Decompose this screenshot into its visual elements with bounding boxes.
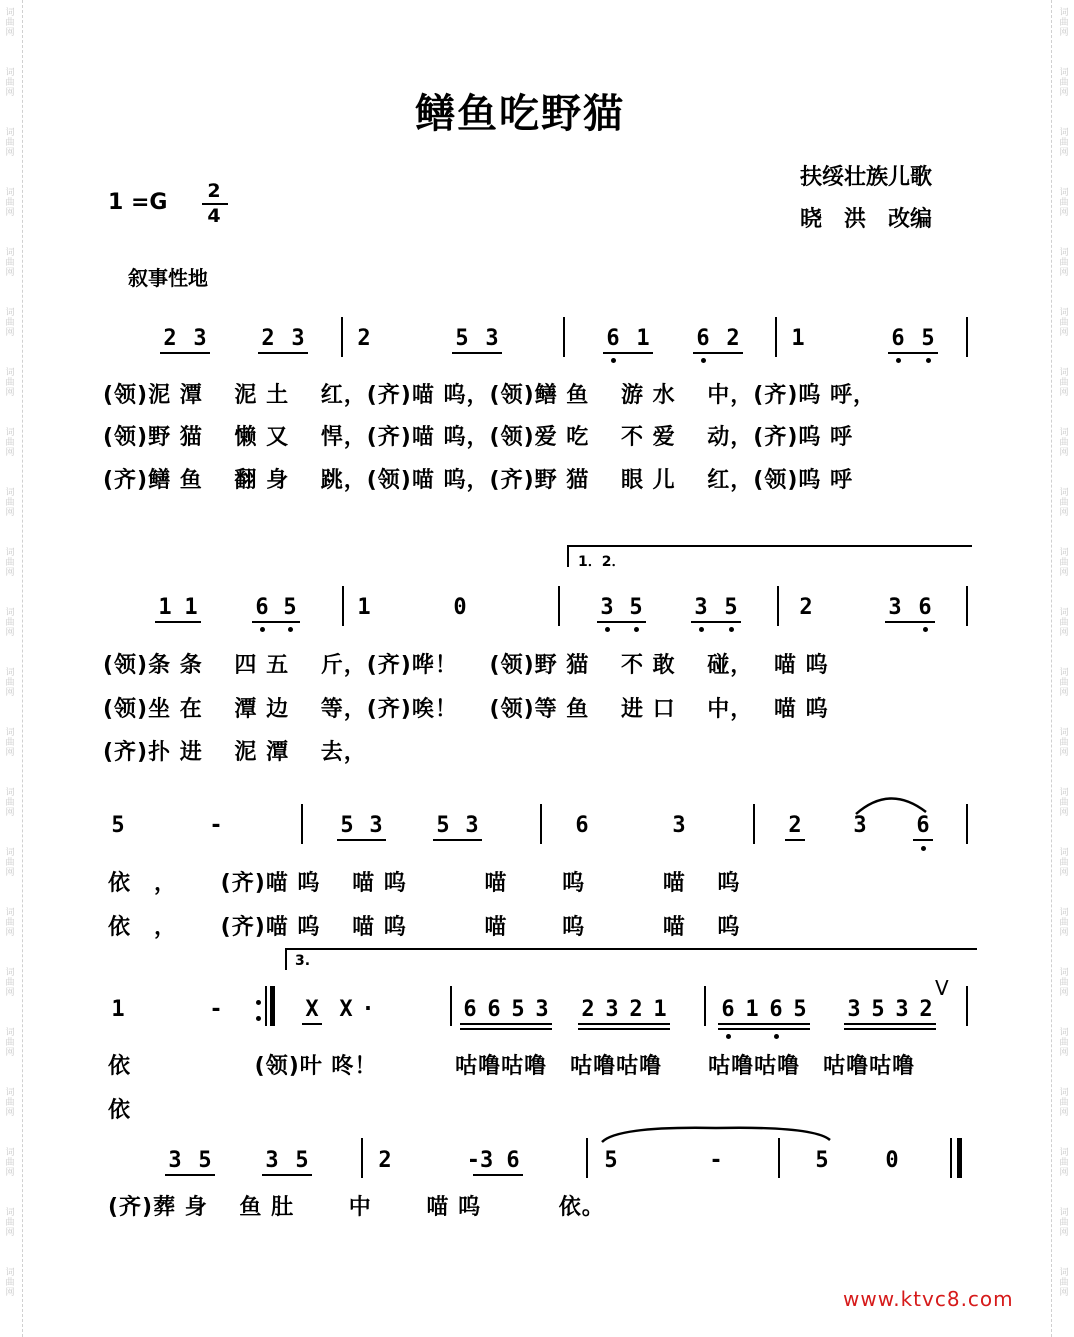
note: 3 — [291, 326, 305, 351]
note: 5 — [295, 1148, 309, 1173]
edge-watermark-text: 词 曲 网 — [5, 788, 15, 818]
dot-note: · — [361, 997, 375, 1022]
edge-watermark-text: 词 曲 网 — [1059, 668, 1069, 698]
edge-watermark-text: 词 曲 网 — [1059, 188, 1069, 218]
barline — [704, 986, 706, 1026]
beam — [603, 352, 653, 354]
note: 3 — [265, 1148, 279, 1173]
beam — [473, 1174, 523, 1176]
lyric-verse-2: (领)坐 在 潭 边 等，(齐)唉！ (领)等 鱼 进 口 中， 喵 呜 — [103, 697, 829, 722]
beam — [844, 1023, 936, 1025]
note: 3 — [535, 997, 549, 1022]
note: 1 — [745, 997, 759, 1022]
note: 3 — [895, 997, 909, 1022]
edge-watermark-text: 词 曲 网 — [1059, 1208, 1069, 1238]
beam — [785, 839, 805, 841]
low-octave-dot — [726, 1034, 731, 1039]
barline — [563, 317, 565, 357]
note: 1 — [791, 326, 805, 351]
beam — [337, 839, 386, 841]
beam — [160, 352, 210, 354]
repeat-thin-bar — [265, 986, 267, 1026]
edge-watermark-text: 词 曲 网 — [5, 188, 15, 218]
note: 1 — [158, 595, 172, 620]
low-octave-dot — [605, 627, 610, 632]
repeat-dot — [256, 1000, 261, 1005]
right-watermark-strip — [1051, 0, 1074, 1337]
key-signature: 1 =G — [108, 190, 168, 215]
barline — [301, 804, 303, 844]
volta-bracket-1-2 — [567, 545, 569, 567]
edge-watermark-text: 词 曲 网 — [5, 488, 15, 518]
beam-secondary — [460, 1028, 552, 1030]
lyric-verse-3: (齐)鳝 鱼 翻 身 跳，(领)喵 呜，(齐)野 猫 眼 儿 红，(领)呜 呼 — [103, 468, 854, 493]
beam — [888, 352, 938, 354]
barline — [361, 1138, 363, 1178]
edge-watermark-text: 词 曲 网 — [5, 68, 15, 98]
edge-watermark-text: 词 曲 网 — [1059, 308, 1069, 338]
edge-watermark-text: 词 曲 网 — [1059, 428, 1069, 458]
note: 6 — [891, 326, 905, 351]
tie-curve — [602, 1128, 830, 1142]
barline — [450, 986, 452, 1026]
edge-watermark-text: 词 曲 网 — [1059, 488, 1069, 518]
note: 5 — [111, 813, 125, 838]
beam — [718, 1023, 810, 1025]
time-signature-top: 2 — [207, 180, 221, 202]
note: 3 — [847, 997, 861, 1022]
volta-label-3: 3. — [295, 953, 311, 969]
lyric-verse-1: 依 (领)叶 咚！ 咕噜咕噜 咕噜咕噜 咕噜咕噜 咕噜咕噜 — [108, 1054, 916, 1079]
edge-watermark-text: 词 曲 网 — [1059, 848, 1069, 878]
note: -3 — [466, 1148, 494, 1173]
lyric-verse-1: (齐)葬 身 鱼 肚 中 喵 呜 依。 — [108, 1195, 605, 1220]
edge-watermark-text: 词 曲 网 — [5, 308, 15, 338]
note: 2 — [378, 1148, 392, 1173]
note: 5 — [815, 1148, 829, 1173]
note: 2 — [261, 326, 275, 351]
low-octave-dot — [699, 627, 704, 632]
edge-watermark-text: 词 曲 网 — [5, 368, 15, 398]
edge-watermark-text: 词 曲 网 — [1059, 1028, 1069, 1058]
low-octave-dot — [774, 1034, 779, 1039]
beam — [452, 352, 502, 354]
low-octave-dot — [260, 627, 265, 632]
volta-bracket-1-2-top — [567, 545, 972, 547]
edge-watermark-text: 词 曲 网 — [5, 128, 15, 158]
beam — [913, 839, 933, 841]
beam-secondary — [718, 1028, 810, 1030]
note: 3 — [369, 813, 383, 838]
note: X — [305, 997, 319, 1022]
barline — [342, 586, 344, 626]
note: 3 — [605, 997, 619, 1022]
lyric-verse-2: 依 — [108, 1098, 132, 1123]
note: 2 — [581, 997, 595, 1022]
low-octave-dot — [896, 358, 901, 363]
barline — [966, 986, 968, 1026]
volta-bracket-3-top — [285, 948, 977, 950]
barline — [966, 804, 968, 844]
barline — [777, 586, 779, 626]
lyric-verse-1: (领)泥 潭 泥 土 红，(齐)喵 呜，(领)鳝 鱼 游 水 中，(齐)呜 呼， — [103, 383, 877, 408]
beam — [262, 1174, 312, 1176]
note: 6 — [769, 997, 783, 1022]
low-octave-dot — [921, 846, 926, 851]
arranger-line: 晓 洪 改编 — [800, 207, 933, 232]
note: 6 — [918, 595, 932, 620]
barline — [558, 586, 560, 626]
note: 3 — [853, 813, 867, 838]
beam-secondary — [844, 1028, 936, 1030]
edge-watermark-text: 词 曲 网 — [1059, 8, 1069, 38]
note: 6 — [506, 1148, 520, 1173]
note: 1 — [184, 595, 198, 620]
note: 2 — [799, 595, 813, 620]
note: 6 — [575, 813, 589, 838]
beam — [597, 621, 646, 623]
note: 3 — [168, 1148, 182, 1173]
edge-watermark-text: 词 曲 网 — [5, 1088, 15, 1118]
edge-watermark-text: 词 曲 网 — [1059, 548, 1069, 578]
final-thick-bar — [957, 1138, 962, 1178]
edge-watermark-text: 词 曲 网 — [5, 248, 15, 278]
note: 6 — [696, 326, 710, 351]
barline — [966, 317, 968, 357]
note: 3 — [600, 595, 614, 620]
note: 5 — [283, 595, 297, 620]
song-title: 鳝鱼吃野猫 — [415, 91, 625, 137]
low-octave-dot — [634, 627, 639, 632]
beam-secondary — [578, 1028, 670, 1030]
barline — [586, 1138, 588, 1178]
edge-watermark-text: 词 曲 网 — [5, 848, 15, 878]
edge-watermark-text: 词 曲 网 — [1059, 608, 1069, 638]
edge-watermark-text: 词 曲 网 — [1059, 128, 1069, 158]
tempo-marking: 叙事性地 — [128, 266, 208, 290]
note: 3 — [465, 813, 479, 838]
slur-curve — [856, 798, 926, 814]
note: 2 — [919, 997, 933, 1022]
note: 2 — [357, 326, 371, 351]
note: 0 — [885, 1148, 899, 1173]
volta-label-1-2: 1．2． — [578, 554, 626, 570]
note: 6 — [487, 997, 501, 1022]
barline — [540, 804, 542, 844]
note: 5 — [340, 813, 354, 838]
note: 5 — [198, 1148, 212, 1173]
website-watermark: www.ktvc8.com — [843, 1287, 1014, 1311]
note: 3 — [193, 326, 207, 351]
edge-watermark-text: 词 曲 网 — [1059, 728, 1069, 758]
edge-watermark-text: 词 曲 网 — [5, 968, 15, 998]
note: 3 — [694, 595, 708, 620]
note: 6 — [721, 997, 735, 1022]
beam — [252, 621, 300, 623]
note: 6 — [916, 813, 930, 838]
edge-watermark-text: 词 曲 网 — [5, 608, 15, 638]
note: 3 — [888, 595, 902, 620]
barline — [966, 586, 968, 626]
beam — [460, 1023, 552, 1025]
note: 2 — [163, 326, 177, 351]
breath-mark: V — [935, 976, 949, 1000]
note: 2 — [726, 326, 740, 351]
edge-watermark-text: 词 曲 网 — [5, 428, 15, 458]
edge-watermark-text: 词 曲 网 — [5, 728, 15, 758]
low-octave-dot — [926, 358, 931, 363]
edge-watermark-text: 词 曲 网 — [5, 908, 15, 938]
note: 5 — [629, 595, 643, 620]
edge-watermark-text: 词 曲 网 — [1059, 68, 1069, 98]
edge-watermark-text: 词 曲 网 — [1059, 1088, 1069, 1118]
lyric-verse-1: 依 ， (齐)喵 呜 喵 呜 喵 呜 喵 呜 — [108, 871, 741, 896]
lyric-verse-1: (领)条 条 四 五 斤，(齐)哗！ (领)野 猫 不 敢 碰， 喵 呜 — [103, 653, 829, 678]
beam — [578, 1023, 670, 1025]
low-octave-dot — [729, 627, 734, 632]
edge-watermark-text: 词 曲 网 — [5, 1148, 15, 1178]
beam — [693, 352, 743, 354]
low-octave-dot — [701, 358, 706, 363]
note: 2 — [788, 813, 802, 838]
note: 3 — [672, 813, 686, 838]
note: 5 — [724, 595, 738, 620]
edge-watermark-text: 词 曲 网 — [5, 1208, 15, 1238]
beam — [258, 352, 308, 354]
note: 5 — [793, 997, 807, 1022]
beam — [155, 621, 201, 623]
barline — [775, 317, 777, 357]
note: 6 — [255, 595, 269, 620]
edge-watermark-text: 词 曲 网 — [5, 1028, 15, 1058]
lyric-verse-3: (齐)扑 进 泥 潭 去， — [103, 740, 367, 765]
final-thin-bar — [950, 1138, 952, 1178]
note: - — [209, 813, 223, 838]
note: 0 — [453, 595, 467, 620]
edge-watermark-text: 词 曲 网 — [5, 1268, 15, 1298]
volta-bracket-3 — [285, 948, 287, 970]
lyric-verse-2: (领)野 猫 懒 又 悍，(齐)喵 呜，(领)爱 吃 不 爱 动，(齐)呜 呼 — [103, 425, 854, 450]
note: X — [339, 997, 353, 1022]
note: 5 — [921, 326, 935, 351]
edge-watermark-text: 词 曲 网 — [1059, 248, 1069, 278]
low-octave-dot — [288, 627, 293, 632]
source-line: 扶绥壮族儿歌 — [800, 165, 933, 190]
time-signature-bottom: 4 — [207, 205, 221, 227]
low-octave-dot — [923, 627, 928, 632]
note: 1 — [653, 997, 667, 1022]
note: 1 — [357, 595, 371, 620]
tie — [598, 1122, 838, 1146]
note: 5 — [871, 997, 885, 1022]
left-watermark-strip — [0, 0, 23, 1337]
beam — [885, 621, 935, 623]
lyric-verse-2: 依 ， (齐)喵 呜 喵 呜 喵 呜 喵 呜 — [108, 915, 741, 940]
note: 6 — [606, 326, 620, 351]
beam — [165, 1174, 215, 1176]
edge-watermark-text: 词 曲 网 — [1059, 908, 1069, 938]
note: 5 — [436, 813, 450, 838]
edge-watermark-text: 词 曲 网 — [5, 668, 15, 698]
note: 3 — [485, 326, 499, 351]
beam — [433, 839, 482, 841]
repeat-dot — [256, 1016, 261, 1021]
low-octave-dot — [611, 358, 616, 363]
edge-watermark-text: 词 曲 网 — [1059, 788, 1069, 818]
note: - — [709, 1148, 723, 1173]
edge-watermark-text: 词 曲 网 — [1059, 1268, 1069, 1298]
beam — [691, 621, 741, 623]
note: 1 — [111, 997, 125, 1022]
note: 5 — [604, 1148, 618, 1173]
edge-watermark-text: 词 曲 网 — [5, 548, 15, 578]
note: 2 — [629, 997, 643, 1022]
repeat-thick-bar — [270, 986, 275, 1026]
barline — [341, 317, 343, 357]
edge-watermark-text: 词 曲 网 — [5, 8, 15, 38]
barline — [753, 804, 755, 844]
note: 5 — [455, 326, 469, 351]
note: 1 — [636, 326, 650, 351]
edge-watermark-text: 词 曲 网 — [1059, 1148, 1069, 1178]
edge-watermark-text: 词 曲 网 — [1059, 968, 1069, 998]
edge-watermark-text: 词 曲 网 — [1059, 368, 1069, 398]
note: 5 — [511, 997, 525, 1022]
note: 6 — [463, 997, 477, 1022]
note: - — [209, 997, 223, 1022]
slur — [852, 790, 930, 816]
beam — [302, 1023, 322, 1025]
